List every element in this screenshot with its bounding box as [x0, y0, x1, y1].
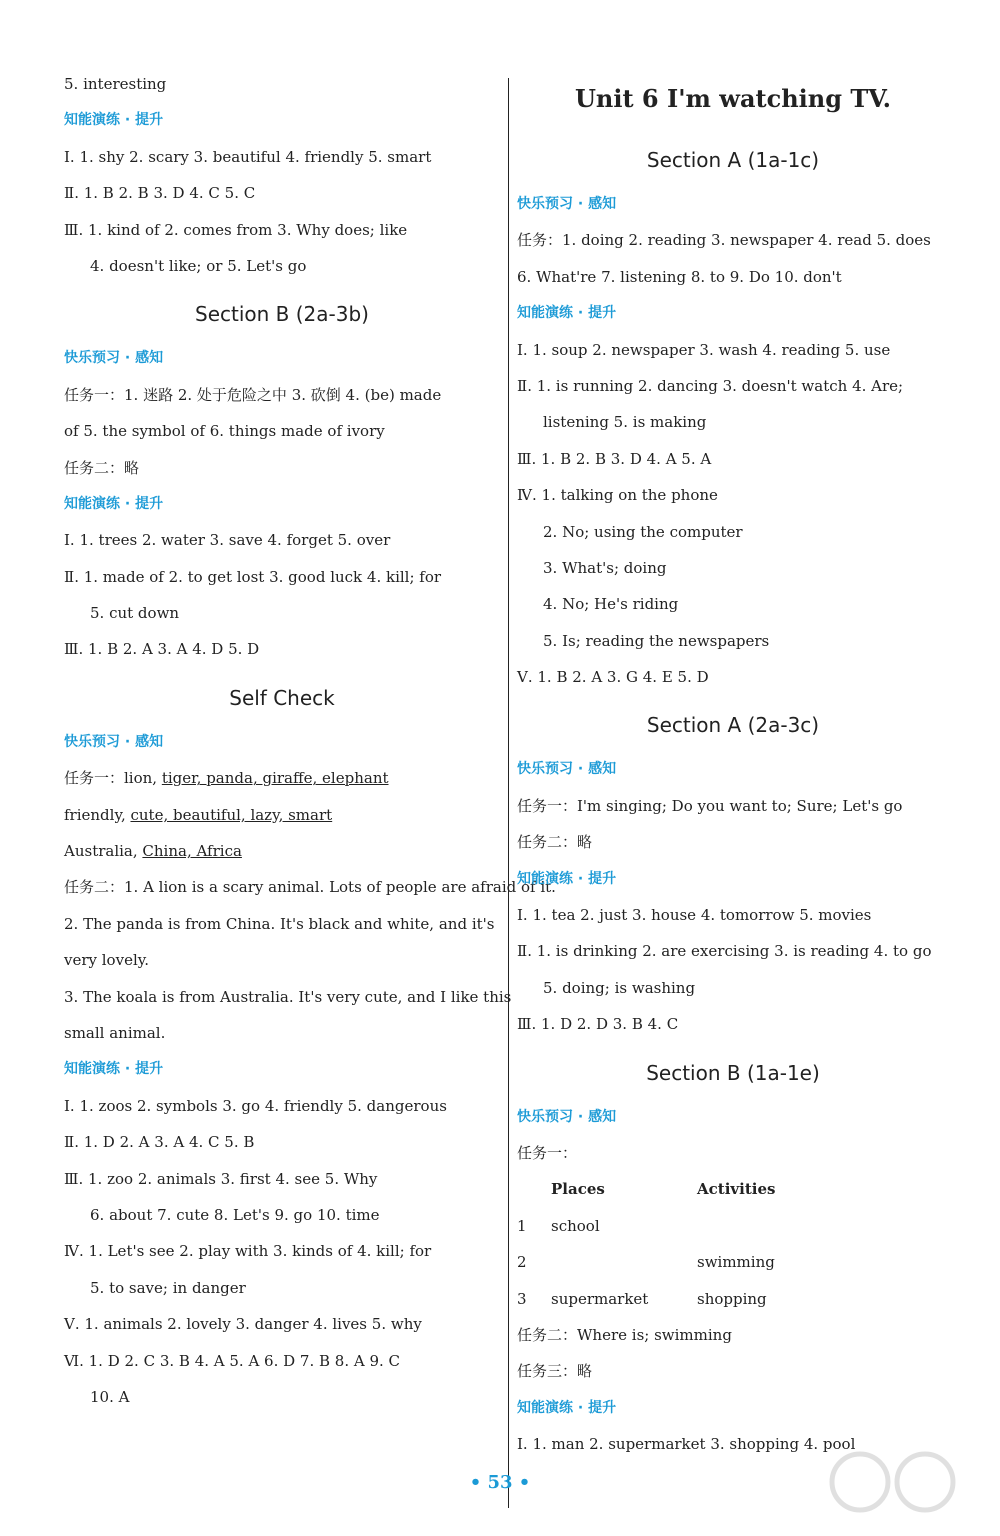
subsection-heading: 快乐预习 · 感知 [517, 761, 617, 778]
answer-line: Ⅵ. 1. D 2. C 3. B 4. A 5. A 6. D 7. B 8. A 9. C [64, 1351, 401, 1370]
table-cell: shopping [697, 1289, 767, 1308]
underlined-answer: China, Africa [142, 842, 242, 861]
answer-line: Ⅳ. 1. talking on the phone [517, 486, 718, 505]
answer-line: Ⅱ. 1. is running 2. dancing 3. doesn't watch 4. Are; [517, 376, 904, 395]
answer-line [64, 760, 500, 796]
answer-line: 4. No; He's riding [543, 595, 679, 614]
watermark-logo [820, 1442, 970, 1522]
answer-line: 4. doesn't like; or 5. Let's go [90, 256, 307, 275]
answer-line: Ⅰ. 1. zoos 2. symbols 3. go 4. friendly 5. dangerous [64, 1096, 447, 1115]
answer-line: 3. The koala is from Australia. It's very cute, and I like this [64, 987, 512, 1006]
answer-line: Ⅴ. 1. B 2. A 3. G 4. E 5. D [517, 668, 709, 687]
answer-line: 任务一：I'm singing; Do you want to; Sure; Let's go [517, 796, 903, 815]
answer-line: 5. interesting [64, 75, 167, 93]
answer-line: very lovely. [64, 951, 149, 970]
answer-text: friendly, [64, 805, 131, 824]
answer-line: 5. doing; is washing [543, 978, 696, 997]
answer-line: 任务二：Where is; swimming [517, 1325, 732, 1344]
subsection-heading: 知能演练 · 提升 [64, 112, 164, 129]
subsection-heading: 知能演练 · 提升 [64, 495, 164, 512]
answer-line: Ⅲ. 1. B 2. A 3. A 4. D 5. D [64, 640, 260, 659]
table-row [517, 1208, 949, 1244]
answer-line: 6. about 7. cute 8. Let's 9. go 10. time [90, 1205, 380, 1224]
answer-line: 任务二：略 [64, 458, 140, 477]
subsection-heading: 快乐预习 · 感知 [64, 733, 164, 750]
subsection-heading: 知能演练 · 提升 [517, 870, 617, 887]
unit-title: Unit 6 I'm watching TV. [574, 84, 892, 113]
answer-line [64, 833, 500, 869]
subsection-heading: 快乐预习 · 感知 [517, 1108, 617, 1125]
answer-line: Ⅴ. 1. animals 2. lovely 3. danger 4. lives 5. why [64, 1315, 422, 1334]
answer-line [64, 797, 500, 833]
table-cell: Activities [697, 1180, 776, 1199]
column-divider [508, 78, 509, 1508]
table-cell: swimming [697, 1253, 775, 1272]
table-cell [517, 1171, 551, 1207]
answer-line: Ⅲ. 1. D 2. D 3. B 4. C [517, 1015, 679, 1034]
section-heading: Section A (2a-3c) [646, 713, 820, 738]
answer-line: Ⅱ. 1. B 2. B 3. D 4. C 5. C [64, 184, 256, 203]
answer-line: 5. cut down [90, 604, 180, 623]
answer-line: 任务二：略 [517, 833, 593, 852]
table-cell: 2 [517, 1253, 527, 1272]
answer-line: Ⅳ. 1. Let's see 2. play with 3. kinds of 4. kill; for [64, 1242, 432, 1261]
answer-text: 任务一：lion, [64, 769, 162, 788]
subsection-heading: 知能演练 · 提升 [517, 305, 617, 322]
answer-line: Ⅰ. 1. trees 2. water 3. save 4. forget 5. over [64, 531, 391, 550]
answer-line: Ⅱ. 1. is drinking 2. are exercising 3. is reading 4. to go [517, 942, 932, 961]
answer-line: 任务一： [517, 1143, 578, 1162]
section-heading: Section A (1a-1c) [646, 148, 820, 172]
answer-line: Ⅱ. 1. made of 2. to get lost 3. good luck 4. kill; for [64, 567, 442, 586]
table-cell: school [551, 1216, 600, 1235]
table-cell: supermarket [551, 1289, 649, 1308]
underlined-answer: cute, beautiful, lazy, smart [130, 805, 333, 824]
table-header-row [517, 1171, 949, 1207]
answer-line: 2. The panda is from China. It's black and white, and it's [64, 914, 495, 933]
subsection-heading: 知能演练 · 提升 [517, 1399, 617, 1416]
answer-line: 10. A [90, 1387, 130, 1406]
subsection-heading: 快乐预习 · 感知 [517, 196, 617, 212]
answer-line: 任务一：1. 迷路 2. 处于危险之中 3. 砍倒 4. (be) made [64, 385, 442, 404]
answer-text: Australia, [64, 842, 143, 861]
answer-line: 2. No; using the computer [543, 522, 743, 541]
answer-line: Ⅰ. 1. shy 2. scary 3. beautiful 4. friendly 5. smart [64, 147, 432, 166]
answer-line: Ⅰ. 1. tea 2. just 3. house 4. tomorrow 5. movies [517, 906, 872, 925]
table-row [517, 1281, 949, 1317]
answer-line: Ⅰ. 1. man 2. supermarket 3. shopping 4. pool [517, 1435, 856, 1454]
underlined-answer: tiger, panda, giraffe, elephant [161, 769, 389, 788]
answer-line: small animal. [64, 1023, 166, 1042]
answer-line: Ⅲ. 1. kind of 2. comes from 3. Why does; like [64, 220, 408, 239]
answer-line: 3. What's; doing [543, 558, 667, 577]
answer-line: 5. to save; in danger [90, 1278, 246, 1297]
answer-line: Ⅰ. 1. soup 2. newspaper 3. wash 4. reading 5. use [517, 340, 891, 359]
answer-line: listening 5. is making [543, 413, 707, 432]
answer-line: of 5. the symbol of 6. things made of ivory [64, 422, 385, 441]
answer-line: 5. Is; reading the newspapers [543, 631, 770, 650]
section-heading: Self Check [229, 685, 335, 710]
table-cell: 3 [517, 1289, 527, 1308]
table-cell: 1 [517, 1216, 527, 1235]
right-column [517, 66, 949, 1463]
table-cell [551, 1244, 697, 1280]
answer-line: 任务二：1. A lion is a scary animal. Lots of people are afraid of it. [64, 878, 556, 897]
page-number: • 53 • [469, 1472, 531, 1493]
answer-line: 任务：1. doing 2. reading 3. newspaper 4. read 5. does [517, 231, 931, 250]
section-heading: Section B (1a-1e) [646, 1060, 820, 1085]
answer-line: Ⅱ. 1. D 2. A 3. A 4. C 5. B [64, 1133, 255, 1152]
section-heading: Section B (2a-3b) [195, 302, 369, 327]
answer-line: Ⅲ. 1. zoo 2. animals 3. first 4. see 5. Why [64, 1169, 378, 1188]
table-cell: Places [551, 1180, 605, 1199]
answer-line: 任务三：略 [517, 1362, 593, 1381]
table-row [517, 1244, 949, 1280]
answer-line: Ⅲ. 1. B 2. B 3. D 4. A 5. A [517, 449, 712, 468]
subsection-heading: 知能演练 · 提升 [64, 1061, 164, 1078]
subsection-heading: 快乐预习 · 感知 [64, 350, 164, 367]
answer-line: 6. What're 7. listening 8. to 9. Do 10. don't [517, 267, 842, 286]
